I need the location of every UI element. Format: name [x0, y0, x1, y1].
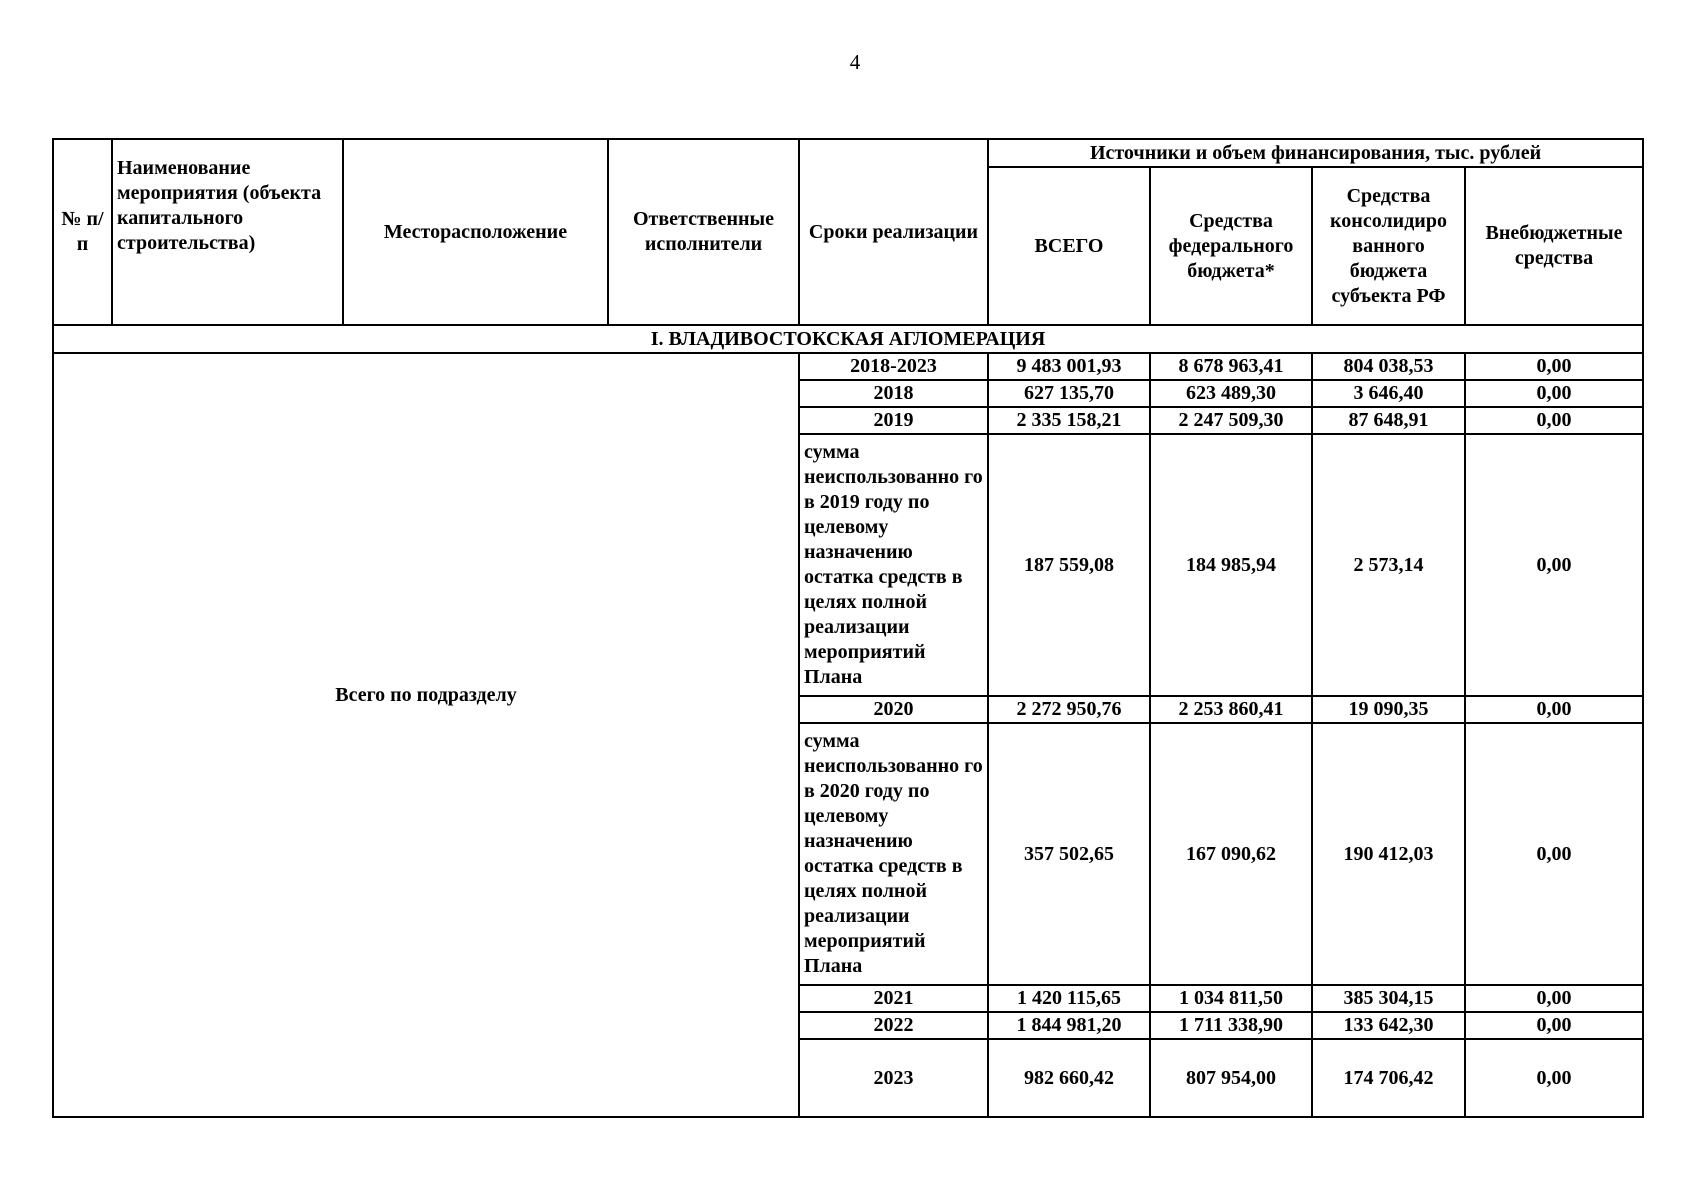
federal-cell: 2 253 860,41 [1150, 696, 1312, 723]
total-cell: 187 559,08 [988, 434, 1150, 696]
consolidated-cell: 174 706,42 [1312, 1039, 1465, 1117]
header-responsible: Ответственные исполнители [608, 139, 799, 325]
offbudget-cell: 0,00 [1465, 380, 1643, 407]
federal-cell: 1 711 338,90 [1150, 1012, 1312, 1039]
offbudget-cell: 0,00 [1465, 723, 1643, 985]
federal-cell: 623 489,30 [1150, 380, 1312, 407]
header-name: Наименование мероприятия (объекта капитального строительства) [112, 139, 343, 325]
financing-table [52, 138, 1644, 1118]
period-cell: 2019 [799, 407, 988, 434]
table-row [53, 353, 1643, 380]
header-row-top [53, 139, 1643, 167]
federal-cell: 1 034 811,50 [1150, 985, 1312, 1012]
header-consolidated: Средства консолидиро ванного бюджета субъекта РФ [1312, 167, 1465, 325]
page-number: 4 [849, 50, 861, 74]
offbudget-cell: 0,00 [1465, 353, 1643, 380]
consolidated-cell: 385 304,15 [1312, 985, 1465, 1012]
federal-cell: 8 678 963,41 [1150, 353, 1312, 380]
consolidated-cell: 133 642,30 [1312, 1012, 1465, 1039]
offbudget-cell: 0,00 [1465, 407, 1643, 434]
period-cell: 2022 [799, 1012, 988, 1039]
total-cell: 9 483 001,93 [988, 353, 1150, 380]
consolidated-cell: 87 648,91 [1312, 407, 1465, 434]
offbudget-cell: 0,00 [1465, 1039, 1643, 1117]
consolidated-cell: 804 038,53 [1312, 353, 1465, 380]
consolidated-cell: 19 090,35 [1312, 696, 1465, 723]
total-label: Всего по подразделу [335, 683, 517, 706]
federal-cell: 807 954,00 [1150, 1039, 1312, 1117]
federal-cell: 167 090,62 [1150, 723, 1312, 985]
total-cell: 982 660,42 [988, 1039, 1150, 1117]
total-cell: 1 844 981,20 [988, 1012, 1150, 1039]
header-federal: Средства федерального бюджета* [1150, 167, 1312, 325]
total-cell: 627 135,70 [988, 380, 1150, 407]
header-location: Месторасположение [343, 139, 608, 325]
total-cell: 2 335 158,21 [988, 407, 1150, 434]
total-label-cell [53, 353, 799, 1117]
federal-cell: 184 985,94 [1150, 434, 1312, 696]
period-cell: 2018 [799, 380, 988, 407]
total-cell: 2 272 950,76 [988, 696, 1150, 723]
offbudget-cell: 0,00 [1465, 985, 1643, 1012]
section-title: I. ВЛАДИВОСТОКСКАЯ АГЛОМЕРАЦИЯ [53, 325, 1643, 353]
header-num: № п/п [53, 139, 112, 325]
total-cell: 357 502,65 [988, 723, 1150, 985]
consolidated-cell: 2 573,14 [1312, 434, 1465, 696]
header-sources-group: Источники и объем финансирования, тыс. рублей [988, 139, 1643, 167]
offbudget-cell: 0,00 [1465, 434, 1643, 696]
federal-cell: 2 247 509,30 [1150, 407, 1312, 434]
consolidated-cell: 190 412,03 [1312, 723, 1465, 985]
total-cell: 1 420 115,65 [988, 985, 1150, 1012]
period-cell: 2020 [799, 696, 988, 723]
period-cell: 2018-2023 [799, 353, 988, 380]
section-row [53, 325, 1643, 353]
header-offbudget: Внебюджетные средства [1465, 167, 1643, 325]
period-cell: 2021 [799, 985, 988, 1012]
consolidated-cell: 3 646,40 [1312, 380, 1465, 407]
offbudget-cell: 0,00 [1465, 696, 1643, 723]
header-total: ВСЕГО [988, 167, 1150, 325]
period-cell: сумма неиспользованно го в 2020 году по целевому назначению остатка средств в целях полной реализации мероприятий Плана [799, 723, 988, 985]
offbudget-cell: 0,00 [1465, 1012, 1643, 1039]
period-cell: 2023 [799, 1039, 988, 1117]
header-period: Сроки реализации [799, 139, 988, 325]
period-cell: сумма неиспользованно го в 2019 году по целевому назначению остатка средств в целях полной реализации мероприятий Плана [799, 434, 988, 696]
